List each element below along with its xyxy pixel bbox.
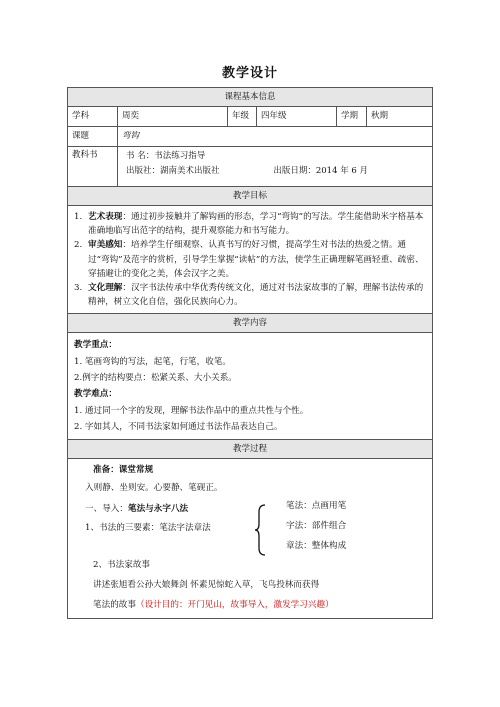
basic-info-header: 课程基本信息 <box>68 88 433 107</box>
topic-label: 课题 <box>68 127 118 147</box>
goal-text: 培养学生仔细观察、认真书写的好习惯，提高学生对书法的热爱之情。通过“弯钩”及范字的赏析，引导学生掌握“读帖”的方法，使学生正确理解笔画轻重、疏密、穿插避让的变化之美，体会汉字之美。 <box>88 240 424 279</box>
goal-text: 汉字书法传承中华优秀传统文化，通过对书法家故事的了解，理解书法传承的精神，树立文化自信，强化民族向心力。 <box>88 283 424 308</box>
difficulty-item: 2. 字如其人，不同书法家如何通过书法作品表达自己。 <box>74 422 283 433</box>
term-value: 秋期 <box>367 107 433 127</box>
key-point-item: 1. 笔画弯钩的写法，起笔，行笔，收笔。 <box>74 357 232 368</box>
publish-date: 出版日期：2014 年 6 月 <box>273 166 369 176</box>
textbook-label: 教科书 <box>68 147 118 187</box>
goal-title: 审美感知 <box>88 240 123 251</box>
goal-text: 通过初步接触并了解钩画的形态，学习“弯钩”的写法。学生能借助米字格基本准确地临写出范字的结构，提升观察能力和书写能力。 <box>88 212 424 237</box>
content-body <box>68 333 433 440</box>
publisher: 出版社：湖南美术出版社 <box>126 166 220 176</box>
content-header: 教学内容 <box>68 314 433 333</box>
publisher-line <box>126 164 428 179</box>
difficulty-item: 1. 通过同一个字的发现，理解书法作品中的重点共性与个性。 <box>74 406 309 417</box>
difficulty-label: 教学难点： <box>74 389 117 400</box>
process-header: 教学过程 <box>68 440 433 459</box>
subject-label: 学科 <box>68 107 118 127</box>
prep-title: 准备：课堂常规 <box>93 465 154 476</box>
prep-text: 入则静、坐则安。心要静、笔砚正。 <box>85 483 223 494</box>
goals-header: 教学目标 <box>68 187 433 206</box>
key-point-item: 2.例字的结构要点：松紧关系、大小关系。 <box>74 373 237 384</box>
subject-value: 周奕 <box>118 107 228 127</box>
goal-item: 1. 艺术表现：通过初步接触并了解钩画的形态，学习“弯钩”的写法。学生能借助米字格基本准确地临写出范字的结构，提升观察能力和书写能力。 <box>74 212 424 237</box>
step2-title: 2、书法家故事 <box>93 560 151 571</box>
brace-item: 章法：整体构成 <box>286 541 347 552</box>
goal-title: 文化理解 <box>88 283 123 294</box>
brace-icon <box>255 504 267 556</box>
book-name: 书 名：书法练习指导 <box>126 151 206 161</box>
brace-item: 笔法：点画用笔 <box>286 501 347 512</box>
process-body <box>68 459 433 619</box>
goals-body <box>68 206 433 314</box>
goal-title: 艺术表现 <box>88 212 123 222</box>
brace-item: 字法：部件组合 <box>286 521 347 532</box>
key-points-label: 教学重点： <box>74 340 117 351</box>
story-text: 讲述张旭看公孙大娘舞剑 怀素见惊蛇入草，飞鸟投林而获得 <box>93 580 320 591</box>
grade-label: 年级 <box>228 107 257 127</box>
topic-value: 弯钩 <box>118 127 433 147</box>
textbook-info <box>118 147 433 187</box>
goal-item: 2. 审美感知：培养学生仔细观察、认真书写的好习惯，提高学生对书法的热爱之情。通过“弯钩”及范字的赏析，引导学生掌握“读帖”的方法，使学生正确理解笔画轻重、疏密、穿插避让的变化之美，体会汉字之美。 <box>74 240 424 279</box>
step1-sub: 1、书法的三要素：笔法字法章法 <box>85 523 211 534</box>
story-text-cont: 笔法的故事（设计目的：开门见山，故事导入，激发学习兴趣） <box>93 600 334 611</box>
design-note: （设计目的：开门见山，故事导入，激发学习兴趣） <box>135 600 334 611</box>
step1-title: 一、导入：笔法与永字八法 <box>85 504 189 515</box>
grade-value: 四年级 <box>257 107 337 127</box>
term-label: 学期 <box>337 107 367 127</box>
page-title: 教学设计 <box>221 66 278 81</box>
lesson-plan-table <box>67 87 433 619</box>
goal-item: 3. 文化理解：汉字书法传承中华优秀传统文化，通过对书法家故事的了解，理解书法传承的精神，树立文化自信，强化民族向心力。 <box>74 283 424 308</box>
